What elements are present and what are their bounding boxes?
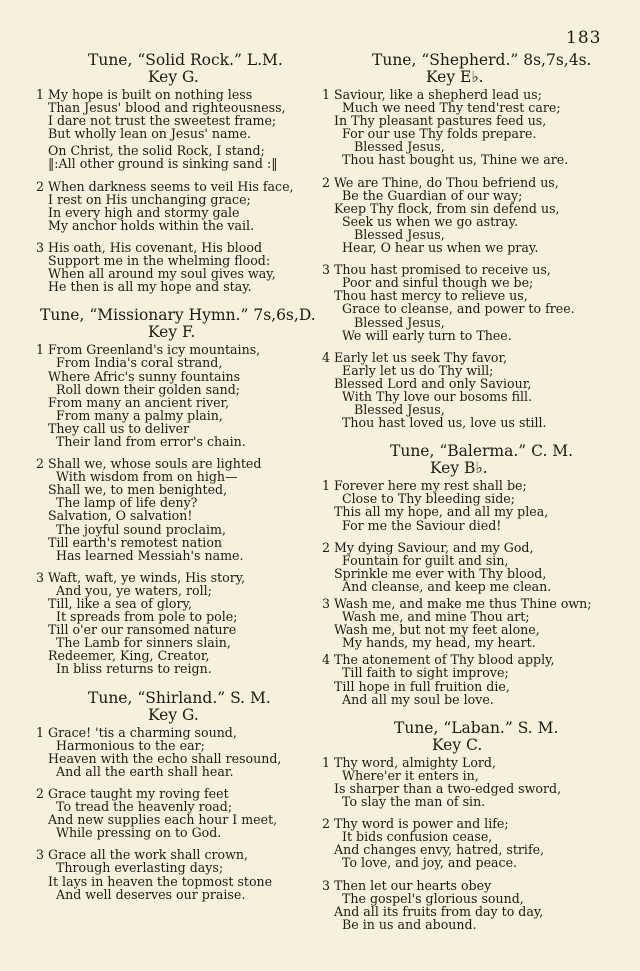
- verse-line: Thou hast mercy to relieve us,: [322, 288, 528, 304]
- verse: [36, 457, 326, 562]
- verse-line: Support me in the whelming flood:: [36, 253, 271, 269]
- verse-line: From many an ancient river,: [36, 394, 230, 410]
- tune-title: Tune, “Shirland.” S. M.: [88, 688, 271, 707]
- verse-line: 4 Early let us seek Thy favor,: [322, 349, 508, 365]
- hymn-shepherd: [322, 52, 614, 429]
- verse-line: Salvation, O salvation!: [36, 508, 193, 524]
- verse-line: Is sharper than a two-edged sword,: [322, 780, 562, 796]
- verse-line: Keep Thy flock, from sin defend us,: [322, 200, 560, 216]
- verse: [322, 879, 614, 931]
- verse-line: On Christ, the solid Rock, I stand;: [36, 143, 265, 159]
- verse-line: Wash me, and mine Thou art;: [322, 609, 530, 625]
- verse-line: The joyful sound proclaim,: [36, 521, 226, 537]
- verse-line: They call us to deliver: [36, 420, 190, 436]
- verse-line: 1 Thy word, almighty Lord,: [322, 754, 496, 770]
- verse-line: And all my soul be love.: [322, 691, 494, 707]
- verse-line: I rest on His unchanging grace;: [36, 191, 251, 207]
- verse-line: Be the Guardian of our way;: [322, 187, 523, 203]
- verse-line: Till o'er our ransomed nature: [36, 622, 237, 638]
- verse: [322, 263, 614, 342]
- verse-line: Wash me, but not my feet alone,: [322, 622, 540, 638]
- verse: [36, 241, 326, 293]
- verse-line: And all the earth shall hear.: [36, 763, 234, 779]
- verse-line: Hear, O hear us when we pray.: [322, 240, 539, 256]
- verse-line: It bids confusion cease,: [322, 829, 493, 845]
- verse-line: Where'er it enters in,: [322, 767, 479, 783]
- verse-line: The lamp of life deny?: [36, 495, 198, 511]
- verse: [322, 817, 614, 869]
- verse-line: The gospel's glorious sound,: [322, 890, 524, 906]
- verse-line: In every high and stormy gale: [36, 204, 240, 220]
- verse: [322, 88, 614, 167]
- verse-line: Heaven with the echo shall resound,: [36, 750, 282, 766]
- verse-line: We will early turn to Thee.: [322, 327, 512, 343]
- verse-line: In bliss returns to reign.: [36, 661, 212, 677]
- verse-line: Thou hast bought us, Thine we are.: [322, 152, 569, 168]
- verse-line: Close to Thy bleeding side;: [322, 491, 515, 507]
- hymn-solid-rock: [36, 52, 326, 293]
- verse-line: Till earth's remotest nation: [36, 534, 223, 550]
- verse: [36, 343, 326, 448]
- verse-line: The Lamb for sinners slain,: [36, 635, 231, 651]
- verse-line: Much we need Thy tend'rest care;: [322, 100, 561, 116]
- verse: [322, 351, 614, 430]
- verse-line: Till, like a sea of glory,: [36, 596, 192, 611]
- verse-line: To slay the man of sin.: [322, 794, 486, 810]
- hymn-shirland: [36, 690, 326, 901]
- tune-key: Key G.: [148, 68, 199, 86]
- verse-line: Blessed Jesus,: [322, 226, 445, 242]
- verse-line: Till hope in full fruition die,: [322, 678, 510, 694]
- hymn-missionary: [36, 307, 326, 675]
- verse-line: Blessed Jesus,: [322, 139, 445, 155]
- verse: [36, 88, 326, 171]
- verse-line: 1 Forever here my rest shall be;: [322, 478, 527, 494]
- verse: [36, 571, 326, 676]
- verse-line: Grace to cleanse, and power to free.: [322, 301, 575, 317]
- verse-line: And you, ye waters, roll;: [36, 582, 212, 598]
- verse: [36, 180, 326, 232]
- verse-line: Shall we, to men benighted,: [36, 482, 228, 498]
- hymn-laban: [322, 720, 614, 931]
- verse-line: Harmonious to the ear;: [36, 737, 205, 753]
- verse: [322, 756, 614, 808]
- verse-line: With wisdom from on high—: [36, 469, 238, 485]
- verse-line: Be in us and abound.: [322, 916, 477, 932]
- tune-title: Tune, “Laban.” S. M.: [394, 718, 559, 737]
- verse-line: 4 The atonement of Thy blood apply,: [322, 652, 555, 668]
- verse-line: My hands, my head, my heart.: [322, 635, 536, 651]
- verse: [322, 176, 614, 255]
- verse-line: My anchor holds within the vail.: [36, 217, 255, 233]
- verse-line: And all its fruits from day to day,: [322, 903, 544, 919]
- verse-line: Early let us do Thy will;: [322, 362, 494, 378]
- verse: [36, 848, 326, 900]
- verse: [322, 653, 614, 705]
- verse-line: And cleanse, and keep me clean.: [322, 578, 552, 594]
- verse-line: While pressing on to God.: [36, 825, 222, 841]
- verse-line: This all my hope, and all my plea,: [322, 504, 549, 520]
- verse-line: Poor and sinful though we be;: [322, 275, 534, 291]
- verse-line: It lays in heaven the topmost stone: [36, 873, 273, 889]
- left-column: [36, 52, 326, 901]
- verse-line: Roll down their golden sand;: [36, 381, 241, 397]
- right-column: [322, 52, 614, 931]
- verse-line: 1 From Greenland's icy mountains,: [36, 342, 261, 358]
- verse-line: I dare not trust the sweetest frame;: [36, 113, 277, 129]
- verse-line: 2 My dying Saviour, and my God,: [322, 539, 534, 555]
- verse-line: 2 We are Thine, do Thou befriend us,: [322, 174, 559, 190]
- verse-line: 3 Wash me, and make me thus Thine own;: [322, 596, 592, 611]
- verse-line: Redeemer, King, Creator,: [36, 648, 210, 664]
- tune-key: Key F.: [148, 323, 196, 342]
- verse-line: Blessed Lord and only Saviour,: [322, 375, 532, 391]
- verse: [36, 726, 326, 778]
- verse-line: Has learned Messiah's name.: [36, 547, 244, 563]
- tune-key: Key C.: [432, 735, 483, 754]
- verse-line: 2 Thy word is power and life;: [322, 816, 509, 832]
- verse: [36, 787, 326, 839]
- verse-line: Where Afric's sunny fountains: [36, 368, 241, 384]
- verse-line: He then is all my hope and stay.: [36, 279, 252, 295]
- verse-line: Their land from error's chain.: [36, 433, 246, 449]
- verse-line: But wholly lean on Jesus' name.: [36, 126, 251, 142]
- verse-line: It spreads from pole to pole;: [36, 609, 238, 625]
- verse-line: For me the Saviour died!: [322, 517, 502, 533]
- verse-line: 3 Grace all the work shall crown,: [36, 847, 249, 863]
- verse-line: Through everlasting days;: [36, 860, 224, 876]
- verse-line: Than Jesus' blood and righteousness,: [36, 100, 286, 116]
- verse-line: And well deserves our praise.: [36, 886, 246, 902]
- verse-line: Till faith to sight improve;: [322, 665, 509, 681]
- verse-line: From many a palmy plain,: [36, 407, 223, 423]
- verse-line: 2 Shall we, whose souls are lighted: [36, 456, 262, 472]
- verse-line: 3 Then let our hearts obey: [322, 877, 492, 893]
- tune-title: Tune, “Balerma.” C. M.: [390, 442, 574, 461]
- verse: [322, 597, 614, 649]
- verse-line: 1 Grace! 'tis a charming sound,: [36, 724, 237, 740]
- verse-line: Sprinkle me ever with Thy blood,: [322, 565, 547, 581]
- verse-line: Fountain for guilt and sin,: [322, 552, 509, 568]
- verse-line: 3 Thou hast promised to receive us,: [322, 262, 551, 278]
- verse-line: For our use Thy folds prepare.: [322, 126, 537, 142]
- tune-key: Key E♭.: [426, 68, 484, 86]
- verse-line: To tread the heavenly road;: [36, 799, 233, 815]
- verse-line: With Thy love our bosoms fill.: [322, 388, 533, 404]
- tune-key: Key G.: [148, 705, 199, 724]
- hymn-balerma: [322, 443, 614, 706]
- verse: [322, 479, 614, 531]
- tune-title: Tune, “Missionary Hymn.” 7s,6s,D.: [40, 306, 316, 325]
- verse-line: Seek us when we go astray.: [322, 213, 519, 229]
- tune-title: Tune, “Solid Rock.” L.M.: [88, 51, 283, 69]
- verse-line: Blessed Jesus,: [322, 402, 445, 418]
- verse-line: Blessed Jesus,: [322, 314, 445, 330]
- verse-line: 1 My hope is built on nothing less: [36, 87, 253, 102]
- verse-line: 2 Grace taught my roving feet: [36, 785, 229, 801]
- tune-title: Tune, “Shepherd.” 8s,7s,4s.: [372, 51, 592, 69]
- verse-line: When all around my soul gives way,: [36, 266, 276, 282]
- tune-key: Key B♭.: [430, 459, 488, 478]
- page-number: 183: [566, 28, 602, 48]
- verse-line: ‖:All other ground is sinking sand :‖: [36, 156, 278, 172]
- verse-line: From India's coral strand,: [36, 355, 223, 371]
- verse-line: 2 When darkness seems to veil His face,: [36, 178, 294, 194]
- verse-line: 3 His oath, His covenant, His blood: [36, 239, 263, 255]
- verse-line: In Thy pleasant pastures feed us,: [322, 113, 547, 129]
- verse-line: And new supplies each hour I meet,: [36, 812, 278, 828]
- verse-line: 3 Waft, waft, ye winds, His story,: [36, 569, 246, 585]
- verse-line: 1 Saviour, like a shepherd lead us;: [322, 87, 542, 102]
- verse-line: Thou hast loved us, love us still.: [322, 415, 547, 431]
- verse-line: To love, and joy, and peace.: [322, 855, 518, 871]
- verse: [322, 541, 614, 593]
- verse-line: And changes envy, hatred, strife,: [322, 842, 545, 858]
